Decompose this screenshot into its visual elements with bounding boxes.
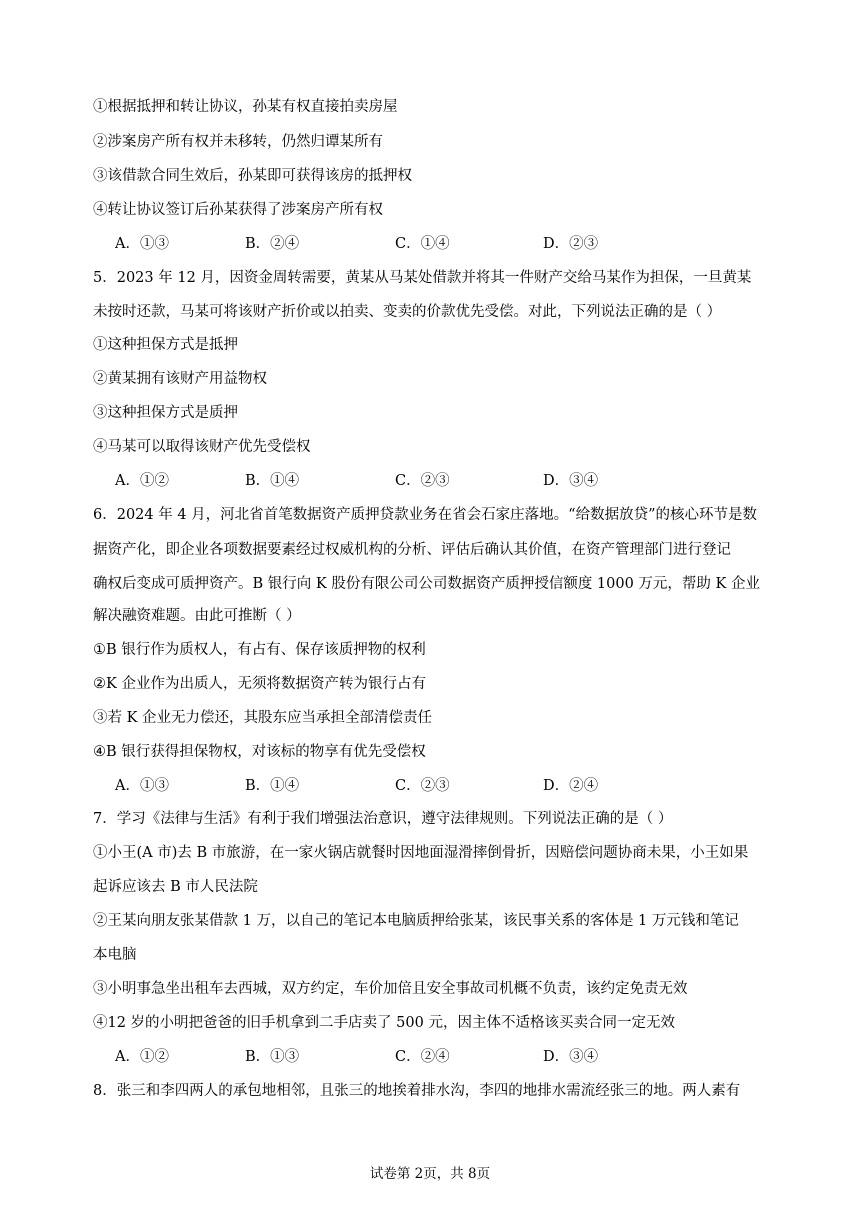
q6-option-3: ③若 K 企业无力偿还，其股东应当承担全部清偿责任	[93, 710, 433, 726]
q4-choice-a: A．①③	[115, 236, 169, 252]
q7-option-1-line-2: 起诉应该去 B 市人民法院	[93, 879, 258, 895]
q4-option-1: ①根据抵押和转让协议，孙某有权直接拍卖房屋	[93, 99, 398, 115]
q4-option-3: ③该借款合同生效后，孙某即可获得该房的抵押权	[93, 168, 412, 184]
q7-option-2-line-2: 本电脑	[93, 947, 137, 963]
q6-stem-line-3: 确权后变成可质押资产。B 银行向 K 股份有限公司公司数据资产质押授信额度 1000 万元，帮助 K 企业	[93, 576, 760, 592]
q6-stem-line-4: 解决融资难题。由此可推断（ ）	[93, 608, 301, 624]
q5-choice-b: B．①④	[245, 473, 300, 489]
q5-stem-line-1: 5．2023 年 12 月，因资金周转需要，黄某从马某处借款并将其一件财产交给马某作为担保，一旦黄某	[93, 270, 752, 286]
q7-choice-b: B．①③	[245, 1049, 300, 1065]
q6-option-1: ①B 银行作为质权人，有占有、保存该质押物的权利	[93, 642, 426, 658]
q5-choice-c: C．②③	[395, 473, 450, 489]
q5-option-2: ②黄某拥有该财产用益物权	[93, 371, 267, 387]
q7-option-2-line-1: ②王某向朋友张某借款 1 万，以自己的笔记本电脑质押给张某，该民事关系的客体是 1 万元钱和笔记	[93, 913, 739, 929]
q4-option-2: ②涉案房产所有权并未移转，仍然归谭某所有	[93, 134, 383, 150]
q5-option-3: ③这种担保方式是质押	[93, 405, 238, 421]
q4-option-4: ④转让协议签订后孙某获得了涉案房产所有权	[93, 202, 383, 218]
q6-stem-line-2: 据资产化，即企业各项数据要素经过权威机构的分析、评估后确认其价值，在资产管理部门进行登记	[93, 542, 731, 558]
q7-choice-d: D．③④	[543, 1049, 599, 1065]
q7-option-1-line-1: ①小王(A 市)去 B 市旅游，在一家火锅店就餐时因地面湿滑摔倒骨折，因赔偿问题协商未果，小王如果	[93, 845, 749, 861]
q4-choice-d: D．②③	[543, 236, 599, 252]
q7-option-3: ③小明事急坐出租车去西城，双方约定，车价加倍且安全事故司机概不负责，该约定免责无效	[93, 981, 688, 997]
q8-stem-line-1: 8．张三和李四两人的承包地相邻，且张三的地挨着排水沟，李四的地排水需流经张三的地。两人素有	[93, 1083, 741, 1099]
q6-choice-a: A．①③	[115, 778, 169, 794]
q5-choice-d: D．③④	[543, 473, 599, 489]
page-number-footer: 试卷第 2页，共 8页	[369, 1166, 491, 1182]
q5-option-1: ①这种担保方式是抵押	[93, 337, 238, 353]
q7-choice-c: C．②④	[395, 1049, 450, 1065]
q4-choice-c: C．①④	[395, 236, 450, 252]
q6-choice-c: C．②③	[395, 778, 450, 794]
q5-option-4: ④马某可以取得该财产优先受偿权	[93, 439, 311, 455]
q6-choice-b: B．①④	[245, 778, 300, 794]
q6-choice-d: D．②④	[543, 778, 599, 794]
q7-option-4: ④12 岁的小明把爸爸的旧手机拿到二手店卖了 500 元，因主体不适格该买卖合同一定无效	[93, 1015, 675, 1031]
q5-choice-a: A．①②	[115, 473, 169, 489]
q5-stem-line-2: 未按时还款，马某可将该财产折价或以拍卖、变卖的价款优先受偿。对此，下列说法正确的是（ ）	[93, 304, 722, 320]
q6-option-4: ④B 银行获得担保物权，对该标的物享有优先受偿权	[93, 744, 426, 760]
q4-choice-b: B．②④	[245, 236, 300, 252]
q6-option-2: ②K 企业作为出质人，无须将数据资产转为银行占有	[93, 676, 426, 692]
q6-stem-line-1: 6．2024 年 4 月，河北省首笔数据资产质押贷款业务在省会石家庄落地。“给数据放贷”的核心环节是数	[93, 507, 758, 523]
q7-stem-line-1: 7．学习《法律与生活》有利于我们增强法治意识，遵守法律规则。下列说法正确的是（ ）	[93, 811, 673, 827]
q7-choice-a: A．①②	[115, 1049, 169, 1065]
